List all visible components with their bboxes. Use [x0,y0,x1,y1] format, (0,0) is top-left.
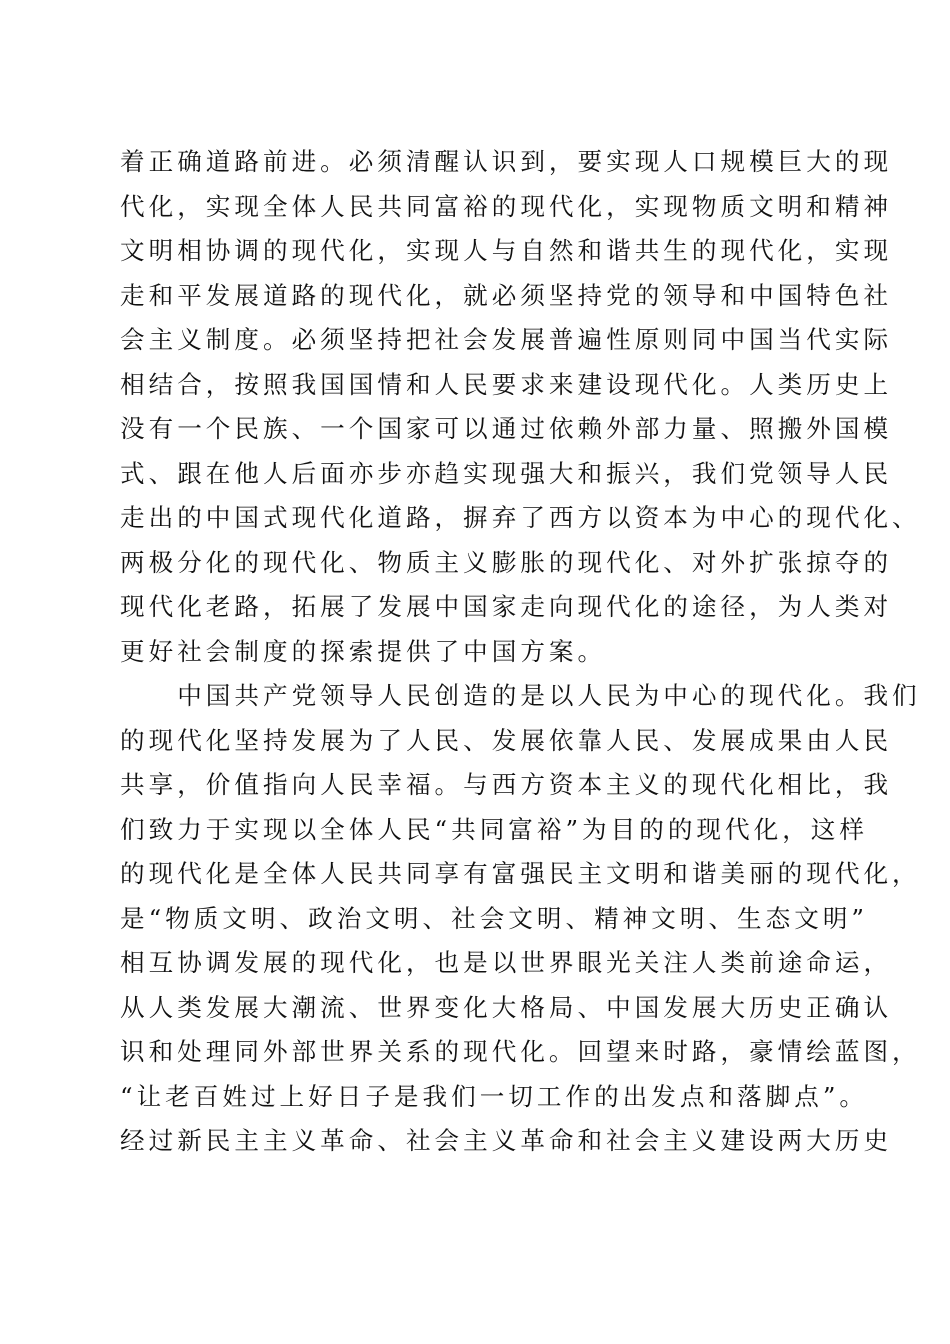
text-line: 的现代化是全体人民共同享有富强民主文明和谐美丽的现代化， [120,859,921,888]
text-line: 识和处理同外部世界关系的现代化。回望来时路，豪情绘蓝图， [120,1037,921,1066]
text-line: 代化，实现全体人民共同富裕的现代化，实现物质文明和精神 [120,191,893,221]
text-line: 从人类发展大潮流、世界变化大格局、中国发展大历史正确认 [120,992,893,1022]
text-line: 文明相协调的现代化，实现人与自然和谐共生的现代化，实现 [120,236,893,265]
text-line: 现代化老路，拓展了发展中国家走向现代化的途径，为人类对 [120,592,893,621]
text-line: 中国共产党领导人民创造的是以人民为中心的现代化。我们 [120,681,921,710]
text-line: 的现代化坚持发展为了人民、发展依靠人民、发展成果由人民 [120,725,893,755]
text-line: 是“物质文明、政治文明、社会文明、精神文明、生态文明” [120,903,868,933]
text-line: 更好社会制度的探索提供了中国方案。 [120,636,607,666]
text-line: 们致力于实现以全体人民“共同富裕”为目的的现代化，这样 [120,814,868,844]
text-line: 共享，价值指向人民幸福。与西方资本主义的现代化相比，我 [120,770,893,799]
text-line: 走和平发展道路的现代化，就必须坚持党的领导和中国特色社 [120,280,893,310]
text-line: 相结合，按照我国国情和人民要求来建设现代化。人类历史上 [120,369,893,399]
text-line: 走出的中国式现代化道路，摒弃了西方以资本为中心的现代化、 [120,503,921,532]
text-line: 着正确道路前进。必须清醒认识到，要实现人口规模巨大的现 [120,147,893,176]
text-line: 没有一个民族、一个国家可以通过依赖外部力量、照搬外国模 [120,414,893,443]
body-text [120,140,921,1164]
text-line: 式、跟在他人后面亦步亦趋实现强大和振兴，我们党领导人民 [120,458,893,488]
text-line: 经过新民主主义革命、社会主义革命和社会主义建设两大历史 [120,1126,893,1155]
text-line: 两极分化的现代化、物质主义膨胀的现代化、对外扩张掠夺的 [120,547,893,577]
text-line: 会主义制度。必须坚持把社会发展普遍性原则同中国当代实际 [120,325,893,354]
text-line: “让老百姓过上好日子是我们一切工作的出发点和落脚点”。 [120,1081,868,1111]
text-line: 相互协调发展的现代化，也是以世界眼光关注人类前途命运， [120,948,893,977]
